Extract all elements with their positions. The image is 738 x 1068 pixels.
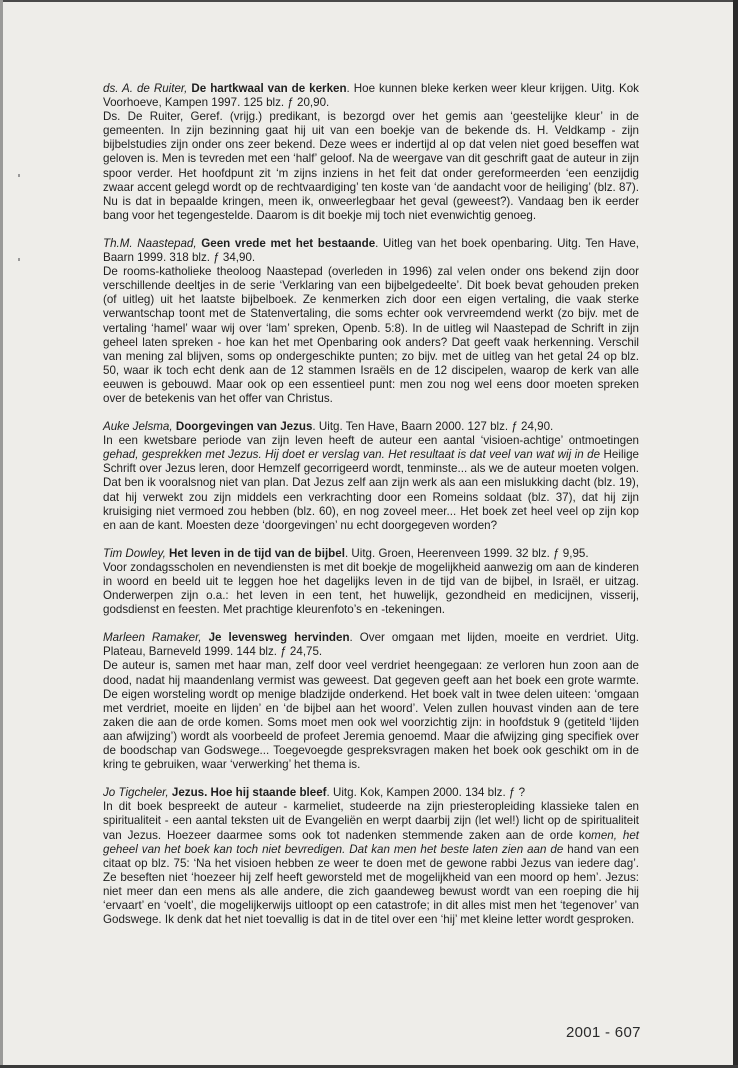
book-review (103, 420, 639, 533)
review-heading (103, 786, 639, 800)
review-publication-details: . Over omgaan met lijden, moeite en verdriet. Uitg. Plateau, Barneveld 1999. 144 blz. ƒ 24,75. (103, 631, 639, 659)
review-heading (103, 631, 639, 659)
review-publication-details: . Uitg. Groen, Heerenveen 1999. 32 blz. ƒ 9,95. (344, 546, 589, 560)
review-body (103, 659, 639, 772)
review-body (103, 110, 639, 223)
review-title: Doorgevingen van Jezus (175, 420, 313, 434)
review-publication-details: . Uitg. Kok, Kampen 2000. 134 blz. ƒ ? (326, 786, 526, 800)
review-body (103, 800, 639, 927)
review-title: Jezus. Hoe hij staande bleef (171, 786, 327, 800)
book-review (103, 547, 639, 617)
book-review (103, 631, 639, 772)
reviews-column (103, 82, 639, 941)
review-author: ds. A. de Ruiter, (103, 82, 188, 95)
review-body-text: Ds. De Ruiter, Geref. (vrijg.) predikant, is bezorgd over het gemis aan ‘geestelijke kleur’ in de gemeenten. In zijn bezinning gaat hij uit van een boekje van de bekende ds. H. Veldkamp - zijn bijbelstudies zijn onder ons zeer bekend. Deze wees er indertijd al op dat velen niet goed beseffen wat geloven is. Men is tevreden met een ‘half’ geloof. Na de weergave van dit geschrift gaat de auteur in zijn spoor verder. Het hoofdpunt zit ‘m zijns inziens in het feit dat onder gereformeerden ‘een eenzijdig zwaar accent gelegd wordt op de rechtvaardiging’ ten koste van ‘de aandacht voor de heiliging’ (blz. 87). Nu is dat in bepaalde kringen, meen ik, onweerlegbaar het geval (geweest?). Vandaag ben ik eerder bang voor het tegengestelde. Daarom is dit boekje mij toch niet evenwichtig genoeg. (103, 110, 639, 222)
review-title: De hartkwaal van de kerken (191, 82, 347, 95)
review-body-text: Heilige Schrift over Jezus leren, door Hemzelf gecorrigeerd wordt, tenminste... als we de auteur moeten volgen. Dat ben ik vooralsnog niet van plan. Dat Jezus zelf aan zijn werk als aan een mislukking dacht (blz. 19), dat hij verwekt zou zijn middels een verkrachting door een Romeins soldaat (blz. 37), dat hij zijn kruisiging niet vermoed zou hebben (blz. 60), en nog zoveel meer... Het boek zet heel veel op zijn kop en aan de kant. Moesten deze ‘doorgevingen’ nu echt doorgegeven worden? (103, 448, 640, 532)
page-number: 2001 - 607 (566, 1024, 641, 1041)
review-heading (103, 82, 639, 110)
review-heading (103, 420, 639, 434)
review-author: Th.M. Naastepad, (103, 236, 197, 250)
review-heading (103, 547, 639, 561)
book-review (103, 82, 639, 223)
right-edge (733, 0, 738, 1068)
review-body (103, 434, 639, 533)
review-author: Tim Dowley, (103, 546, 166, 560)
review-body-text: hand van een citaat op blz. 75: ‘Na het visioen hebben ze weer te doen met de gewone rabbi Jezus van iedere dag’. Ze beseften niet ‘hoezeer hij zelf heeft geworsteld met de mogelijkheid van een moord op hem’. Jezus: niet meer dan een mens als alle andere, die zich gaandeweg bewust wordt van een roeping die hij ‘ervaart’ en ‘voelt’, die mogelijkerwijs uitloopt op een catastrofe; in dit alles mist men het ‘tegenover’ van Godswege. Ik denk dat het niet toevallig is dat in de titel over een ‘hij’ met kleine letter wordt gesproken. (103, 842, 639, 927)
review-publication-details: . Uitleg van het boek openbaring. Uitg. Ten Have, Baarn 1999. 318 blz. ƒ 34,90. (103, 236, 639, 265)
review-publication-details: . Uitg. Ten Have, Baarn 2000. 127 blz. ƒ 24,90. (312, 420, 554, 434)
review-body-text: Voor zondagsscholen en nevendiensten is met dit boekje de mogelijkheid aanwezig om aan de kinderen in woord en beeld uit te leggen hoe het dagelijks leven in de tijd van de bijbel, in Israël, er uitzag. Onderwerpen zijn o.a.: het leven in een tent, het huwelijk, gezondheid en medicijnen, visserij, godsdienst en feesten. Met prachtige kleurenfoto’s en -tekeningen. (103, 560, 639, 617)
review-title: Geen vrede met het bestaande (201, 236, 376, 250)
review-body (103, 561, 639, 617)
top-edge (0, 0, 738, 2)
review-body-text: In dit boek bespreekt de auteur - karmeliet, studeerde na zijn priesteropleiding klassieke talen en spiritualiteit - een aantal teksten uit de Evangeliën en werpt daarbij zijn (let wel!) licht op de spiritualiteit van Jezus. Hoezeer daarmee soms ook tot nadenken stemmende zaken aan de orde ko (103, 800, 639, 842)
review-body-text: gehad, gesprekken met Jezus. Hij doet er verslag van. Het resultaat is dat veel van wat wij in de (103, 448, 601, 462)
book-review (103, 237, 639, 406)
review-author: Jo Tigcheler, (103, 786, 169, 800)
review-body-text: De auteur is, samen met haar man, zelf door veel verdriet heengegaan: ze verloren hun zoon aan de dood, nadat hij maandenlang vermist was geweest. Dat gegeven geeft aan het boek een grote warmte. De eigen worsteling wordt op menige bladzijde onderkend. Het boek valt in twee delen uiteen: ‘omgaan met verdriet, moeite en lijden’ en ‘de bijbel aan het woord’. Velen zullen houvast vinden aan de tere zaken die aan de orde komen. Soms moet men ook wel voorzichtig zijn: in hoofdstuk 9 (getiteld ‘lijden aan afwijzing’) wordt als voorbeeld de profeet Jeremia genoemd. Maar die afwijzing ging specifiek over de boodschap van Godswege... Toegevoegde gespreksvragen maken het boek ook geschikt om in de kring te gebruiken, waar ‘verwerking’ het thema is. (103, 659, 639, 772)
review-author: Auke Jelsma, (103, 420, 173, 434)
review-body-text: men, het geheel van het boek kan toch niet bevredigen. Dat kan men het beste laten zien aan de (103, 828, 639, 856)
scan-mark (18, 174, 20, 177)
review-title: Het leven in de tijd van de bijbel (169, 546, 345, 560)
review-heading (103, 237, 639, 265)
left-edge (0, 0, 3, 1068)
review-body (103, 265, 639, 406)
review-publication-details: . Hoe kunnen bleke kerken weer kleur krijgen. Uitg. Kok Voorhoeve, Kampen 1997. 125 blz. ƒ 20,90. (103, 82, 639, 110)
review-body-text: De rooms-katholieke theoloog Naastepad (overleden in 1996) zal velen onder ons bekend zijn door verschillende deeltjes in de serie ‘Verklaring van een bijbelgedeelte’. Dit boek bevat gehouden preken (of uitleg) uit het laatste bijbelboek. Ze kenmerken zich door een eigen vertaling, die vaak sterke verwantschap toont met de Statenvertaling, die soms echter ook vervreemdend werkt (zo bijv. met de vertaling ‘hamel’ waar wij over ‘lam’ spreken, Openb. 5:8). In de uitleg wil Naastepad de Schrift in zijn geheel laten spreken - hoe kan het met Openbaring ook anders? Dat geeft vaak herkenning. Verschil van mening zal blijven, soms op ondergeschikte punten; zo bijv. met de uitleg van het getal 24 op blz. 50, waar ik toch echt denk aan de 12 stammen Israëls en de 12 discipelen, waarop de kerk van alle eeuwen is gebouwd. Maar ook op een essentieel punt: men zou nog wel eens door moeten spreken over de betekenis van het offer van Christus. (103, 265, 639, 405)
scan-mark (18, 258, 20, 261)
review-author: Marleen Ramaker, (103, 631, 202, 645)
review-title: Je levensweg hervinden (208, 631, 350, 645)
book-review (103, 786, 639, 927)
review-body-text: In een kwetsbare periode van zijn leven heeft de auteur een aantal ‘visioen-achtige’ ontmoetingen (103, 434, 639, 448)
